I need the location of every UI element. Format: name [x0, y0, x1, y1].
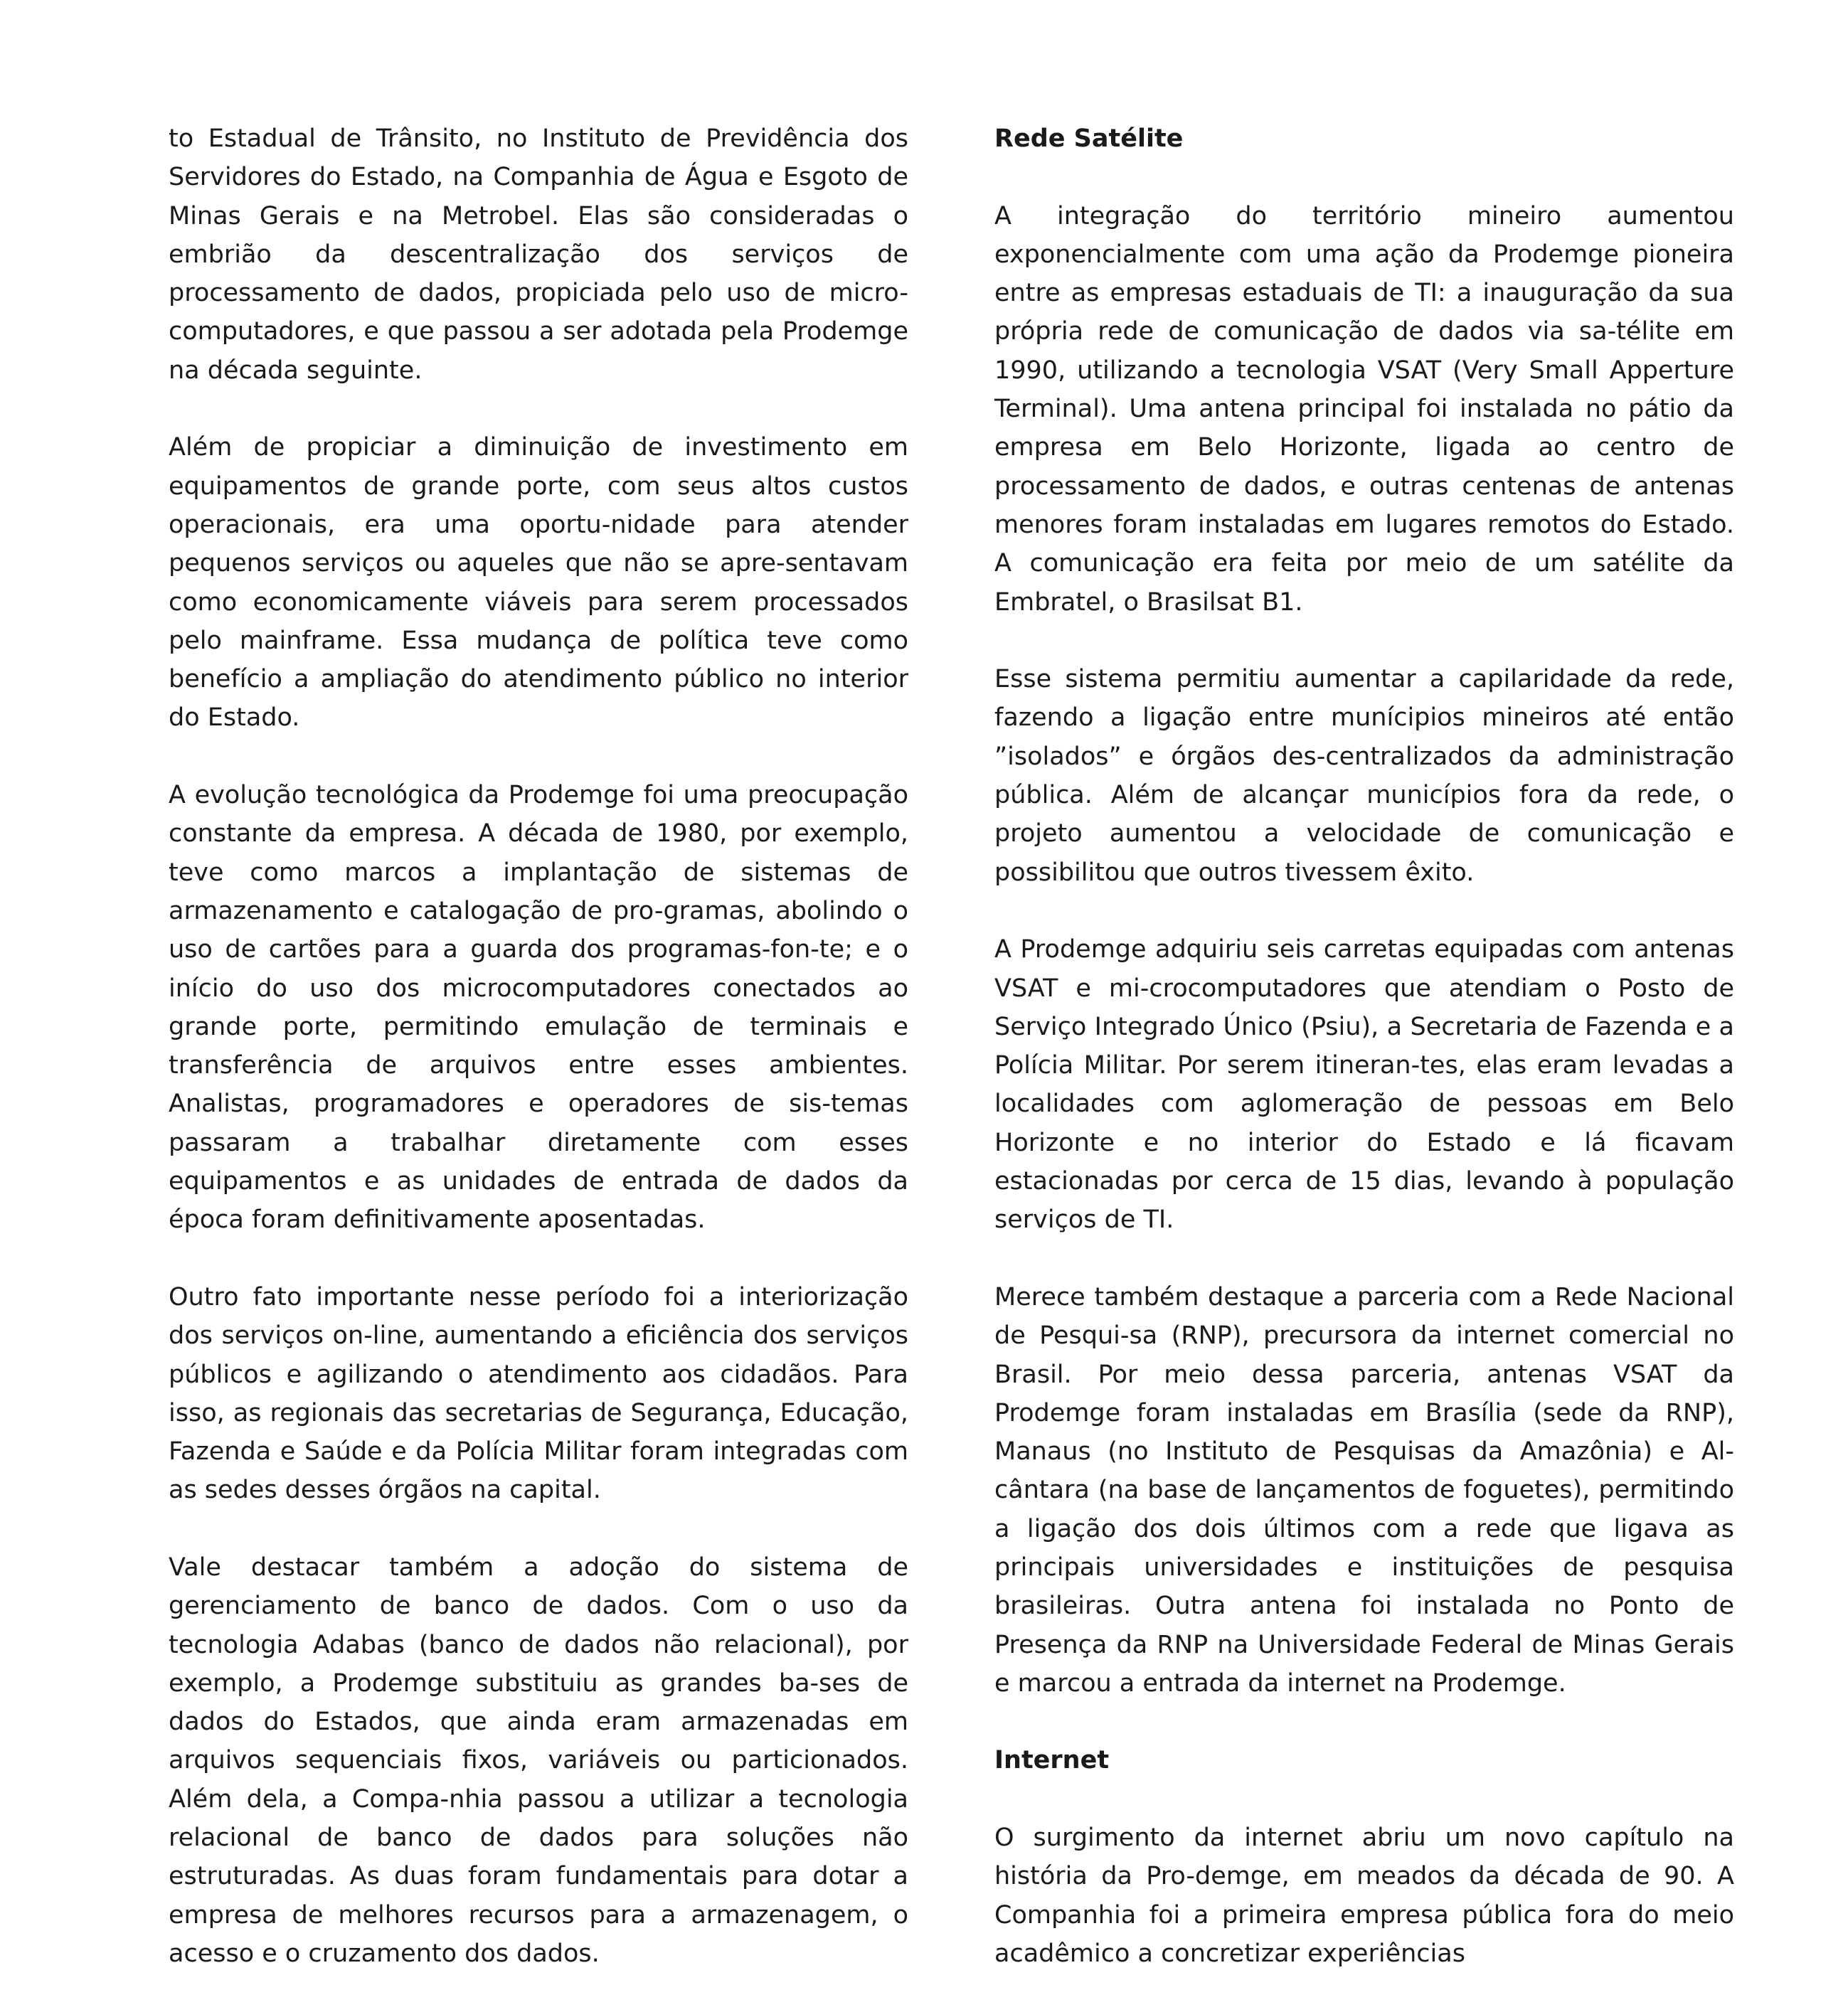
paragraph: A integração do território mineiro aumentou exponencialmente com uma ação da Prodemge pioneira entre as empresas estaduais de TI: a inauguração da sua própria rede de comunicação de dados via sa-télite em 1990, utilizando a tecnologia VSAT (Very Small Apperture Terminal). Uma antena principal foi instalada no pátio da empresa em Belo Horizonte, ligada ao centro de processamento de dados, e outras centenas de antenas menores foram instaladas em lugares remotos do Estado. A comunicação era feita por meio de um satélite da Embratel, o Brasilsat B1. — [994, 201, 1734, 617]
section-heading: Internet — [994, 1746, 1110, 1775]
paragraph: Vale destacar também a adoção do sistema de gerenciamento de banco de dados. Com o uso da tecnologia Adabas (banco de dados não relacional), por exemplo, a Prodemge substituiu as grandes ba-ses de dados do Estados, que ainda eram armazenadas em arquivos sequenciais fixos, variáveis ou particionados. Além dela, a Compa-nhia passou a utilizar a tecnologia relacional de banco de dados para soluções não estruturadas. As duas foram fundamentais para dotar a empresa de melhores recursos para a armazenagem, o acesso e o cruzamento dos dados. — [169, 1553, 908, 1968]
right-column — [994, 119, 1734, 2012]
paragraph: Esse sistema permitiu aumentar a capilaridade da rede, fazendo a ligação entre munícipios mineiros até então ”isolados” e órgãos des-centralizados da administração pública. Além de alcançar municípios fora da rede, o projeto aumentou a velocidade de comunicação e possibilitou que outros tivessem êxito. — [994, 665, 1734, 887]
left-column — [169, 119, 908, 2012]
paragraph: Além de propiciar a diminuição de investimento em equipamentos de grande porte, com seus altos custos operacionais, era uma oportu-nidade para atender pequenos serviços ou aqueles que não se apre-sentavam como economicamente viáveis para serem processados pelo mainframe. Essa mudança de política teve como benefício a ampliação do atendimento público no interior do Estado. — [169, 433, 908, 733]
paragraph: Outro fato importante nesse período foi a interiorização dos serviços on-line, aumentando a eficiência dos serviços públicos e agilizando o atendimento aos cidadãos. Para isso, as regionais das secretarias de Segurança, Educação, Fazenda e Saúde e da Polícia Militar foram integradas com as sedes desses órgãos na capital. — [169, 1282, 908, 1505]
paragraph: A evolução tecnológica da Prodemge foi uma preocupação constante da empresa. A década de 1980, por exemplo, teve como marcos a implantação de sistemas de armazenamento e catalogação de pro-gramas, abolindo o uso de cartões para a guarda dos programas-fon-te; e o início do uso dos microcomputadores conectados ao grande porte, permitindo emulação de terminais e transferência de arquivos entre esses ambientes. Analistas, programadores e operadores de sis-temas passaram a trabalhar diretamente com esses equipamentos e as unidades de entrada de dados da época foram definitivamente aposentadas. — [169, 781, 908, 1235]
paragraph: Merece também destaque a parceria com a Rede Nacional de Pesqui-sa (RNP), precursora da internet comercial no Brasil. Por meio dessa parceria, antenas VSAT da Prodemge foram instaladas em Brasília (sede da RNP), Manaus (no Instituto de Pesquisas da Amazônia) e Al-cântara (na base de lançamentos de foguetes), permitindo a ligação dos dois últimos com a rede que ligava as principais universidades e instituições de pesquisa brasileiras. Outra antena foi instalada no Ponto de Presença da RNP na Universidade Federal de Minas Gerais e marcou a entrada da internet na Prodemge. — [994, 1282, 1734, 1698]
paragraph: O surgimento da internet abriu um novo capítulo na história da Pro-demge, em meados da década de 90. A Companhia foi a primeira empresa pública fora do meio acadêmico a concretizar experiências — [994, 1824, 1734, 1968]
paragraph: A Prodemge adquiriu seis carretas equipadas com antenas VSAT e mi-crocomputadores que atendiam o Posto de Serviço Integrado Único (Psiu), a Secretaria de Fazenda e a Polícia Militar. Por serem itineran-tes, elas eram levadas a localidades com aglomeração de pessoas em Belo Horizonte e no interior do Estado e lá ficavam estacionadas por cerca de 15 dias, levando à população serviços de TI. — [994, 935, 1734, 1235]
section-heading: Rede Satélite — [994, 124, 1184, 153]
paragraph: to Estadual de Trânsito, no Instituto de Previdência dos Servidores do Estado, na Companhia de Água e Esgoto de Minas Gerais e na Metrobel. Elas são consideradas o embrião da descentralização dos serviços de processamento de dados, propiciada pelo uso de micro-computadores, e que passou a ser adotada pela Prodemge na década seguinte. — [169, 124, 908, 385]
